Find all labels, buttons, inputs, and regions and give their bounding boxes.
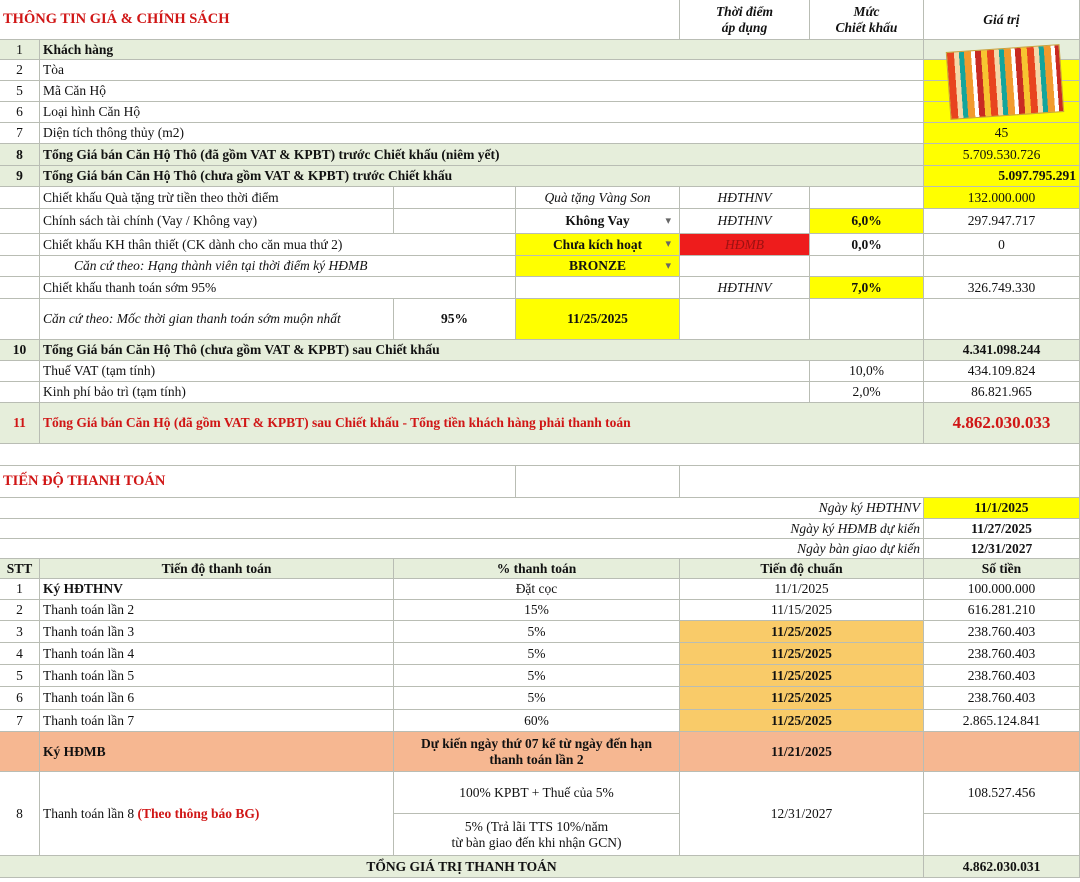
early-payment-label: Chiết khấu thanh toán sớm 95% <box>40 277 516 299</box>
row-date: 11/25/2025 <box>680 665 924 687</box>
loyalty-discount-label: Chiết khấu KH thân thiết (CK dành cho căn mua thứ 2) <box>40 234 516 256</box>
row-stt: 4 <box>0 643 40 665</box>
info-row-no: 6 <box>0 102 40 123</box>
row-name: Thanh toán lần 5 <box>40 665 394 687</box>
th-date: Tiến độ chuẩn <box>680 559 924 579</box>
row-pct: 15% <box>394 600 680 621</box>
row-stt: 7 <box>0 710 40 732</box>
row-amount: 238.760.403 <box>924 643 1080 665</box>
row-8-note: (Theo thông báo BG) <box>137 805 260 821</box>
early-basis-pct: 95% <box>394 299 516 340</box>
grand-total-label: Tổng Giá bán Căn Hộ (đã gồm VAT & KPBT) sau Chiết khấu - Tổng tiền khách hàng phải thanh toán <box>40 403 924 444</box>
apartment-code-label: Mã Căn Hộ <box>40 81 924 102</box>
th-progress: Tiến độ thanh toán <box>40 559 394 579</box>
handover-date-value: 12/31/2027 <box>924 539 1080 559</box>
hdmb-row-desc: Dự kiến ngày thứ 07 kể từ ngày đến hạn thanh toán lần 2 <box>394 732 680 772</box>
financial-policy-value: 297.947.717 <box>924 209 1080 234</box>
row-pct: 5% <box>394 687 680 710</box>
row-amount: 616.281.210 <box>924 600 1080 621</box>
vat-pct: 10,0% <box>810 361 924 382</box>
gift-value: 132.000.000 <box>924 187 1080 209</box>
financial-policy-select[interactable]: Không Vay ▾ <box>516 209 680 234</box>
row-8-amount1: 108.527.456 <box>924 772 1080 814</box>
row-name: Thanh toán lần 3 <box>40 621 394 643</box>
row-9-no: 9 <box>0 166 40 187</box>
row-date: 11/25/2025 <box>680 643 924 665</box>
price-after-discount-value: 4.341.098.244 <box>924 340 1080 361</box>
early-basis-date: 11/25/2025 <box>516 299 680 340</box>
th-amount: Số tiền <box>924 559 1080 579</box>
total-payment-label: TỔNG GIÁ TRỊ THANH TOÁN <box>0 856 924 878</box>
early-payment-value: 326.749.330 <box>924 277 1080 299</box>
row-name: Ký HĐTHNV <box>40 579 394 600</box>
row-amount: 238.760.403 <box>924 621 1080 643</box>
info-row-no: 2 <box>0 60 40 81</box>
customer-label: Khách hàng <box>40 40 924 60</box>
grand-total-value: 4.862.030.033 <box>924 403 1080 444</box>
col-header-value: Giá trị <box>924 0 1080 40</box>
row-11-no: 11 <box>0 403 40 444</box>
loyalty-select[interactable]: Chưa kích hoạt ▾ <box>516 234 680 256</box>
th-stt: STT <box>0 559 40 579</box>
rank-basis-label: Căn cứ theo: Hạng thành viên tại thời điểm ký HĐMB <box>40 256 516 277</box>
area-value: 45 <box>924 123 1080 144</box>
row-8-stt: 8 <box>0 772 40 856</box>
financial-policy-pct: 6,0% <box>810 209 924 234</box>
row-date: 11/25/2025 <box>680 621 924 643</box>
row-8-name-cell <box>40 772 394 856</box>
loyalty-time: HĐMB <box>680 234 810 256</box>
rank-select[interactable]: BRONZE ▾ <box>516 256 680 277</box>
row-8-amount2 <box>924 814 1080 856</box>
listed-price-label: Tổng Giá bán Căn Hộ Thô (đã gồm VAT & KPBT) trước Chiết khấu (niêm yết) <box>40 144 924 166</box>
row-8-desc2: 5% (Trả lãi TTS 10%/năm từ bàn giao đến khi nhận GCN) <box>394 814 680 856</box>
schedule-section-title: TIẾN ĐỘ THANH TOÁN <box>3 473 166 490</box>
row-stt: 6 <box>0 687 40 710</box>
row-pct: Đặt cọc <box>394 579 680 600</box>
loyalty-value: 0 <box>924 234 1080 256</box>
row-name: Thanh toán lần 4 <box>40 643 394 665</box>
th-pct: % thanh toán <box>394 559 680 579</box>
row-date: 11/1/2025 <box>680 579 924 600</box>
vat-label: Thuế VAT (tạm tính) <box>40 361 810 382</box>
row-pct: 5% <box>394 621 680 643</box>
hdmb-row-date: 11/21/2025 <box>680 732 924 772</box>
info-row-no: 5 <box>0 81 40 102</box>
row-8-no: 8 <box>0 144 40 166</box>
pasted-image <box>946 44 1064 120</box>
area-label: Diện tích thông thủy (m2) <box>40 123 924 144</box>
gift-discount-label: Chiết khấu Quà tặng trừ tiền theo thời điểm <box>40 187 394 209</box>
info-row-no: 1 <box>0 40 40 60</box>
hdmb-date-value: 11/27/2025 <box>924 519 1080 539</box>
row-name: Thanh toán lần 2 <box>40 600 394 621</box>
row-amount: 238.760.403 <box>924 687 1080 710</box>
maintenance-fee-pct: 2,0% <box>810 382 924 403</box>
apartment-type-label: Loại hình Căn Hộ <box>40 102 924 123</box>
sign-date-label: Ngày ký HĐTHNV <box>0 498 924 519</box>
handover-date-label: Ngày bàn giao dự kiến <box>0 539 924 559</box>
row-8-desc1: 100% KPBT + Thuế của 5% <box>394 772 680 814</box>
row-stt: 2 <box>0 600 40 621</box>
row-amount: 100.000.000 <box>924 579 1080 600</box>
row-date: 11/15/2025 <box>680 600 924 621</box>
vat-value: 434.109.824 <box>924 361 1080 382</box>
maintenance-fee-label: Kinh phí bảo trì (tạm tính) <box>40 382 810 403</box>
hdmb-date-label: Ngày ký HĐMB dự kiến <box>0 519 924 539</box>
row-date: 11/25/2025 <box>680 687 924 710</box>
row-amount: 238.760.403 <box>924 665 1080 687</box>
price-after-discount-label: Tổng Giá bán Căn Hộ Thô (chưa gồm VAT & KPBT) sau Chiết khấu <box>40 340 924 361</box>
early-basis-label: Căn cứ theo: Mốc thời gian thanh toán sớm muộn nhất <box>40 299 394 340</box>
row-pct: 5% <box>394 665 680 687</box>
row-name: Thanh toán lần 7 <box>40 710 394 732</box>
sign-date-value: 11/1/2025 <box>924 498 1080 519</box>
row-date: 11/25/2025 <box>680 710 924 732</box>
row-stt: 1 <box>0 579 40 600</box>
row-8-date: 12/31/2027 <box>680 772 924 856</box>
financial-policy-label: Chính sách tài chính (Vay / Không vay) <box>40 209 394 234</box>
info-row-no: 7 <box>0 123 40 144</box>
early-payment-pct: 7,0% <box>810 277 924 299</box>
gift-note: Quà tặng Vàng Son <box>516 187 680 209</box>
row-stt: 3 <box>0 621 40 643</box>
price-before-discount-value: 5.097.795.291 <box>924 166 1080 187</box>
row-10-no: 10 <box>0 340 40 361</box>
maintenance-fee-value: 86.821.965 <box>924 382 1080 403</box>
row-pct: 5% <box>394 643 680 665</box>
col-header-time: Thời điểm áp dụng <box>680 0 810 40</box>
hdmb-row-name: Ký HĐMB <box>40 732 394 772</box>
row-name: Thanh toán lần 6 <box>40 687 394 710</box>
price-section-title-cell <box>0 0 680 40</box>
row-pct: 60% <box>394 710 680 732</box>
row-stt: 5 <box>0 665 40 687</box>
loyalty-pct: 0,0% <box>810 234 924 256</box>
tower-label: Tòa <box>40 60 924 81</box>
price-before-discount-label: Tổng Giá bán Căn Hộ Thô (chưa gồm VAT & KPBT) trước Chiết khấu <box>40 166 924 187</box>
row-8-name: Thanh toán lần 8 <box>43 805 135 821</box>
early-payment-time: HĐTHNV <box>680 277 810 299</box>
gift-time: HĐTHNV <box>680 187 810 209</box>
row-amount: 2.865.124.841 <box>924 710 1080 732</box>
price-section-title: THÔNG TIN GIÁ & CHÍNH SÁCH <box>3 11 230 28</box>
financial-policy-time: HĐTHNV <box>680 209 810 234</box>
total-payment-value: 4.862.030.031 <box>924 856 1080 878</box>
listed-price-value: 5.709.530.726 <box>924 144 1080 166</box>
col-header-discount: Mức Chiết khấu <box>810 0 924 40</box>
